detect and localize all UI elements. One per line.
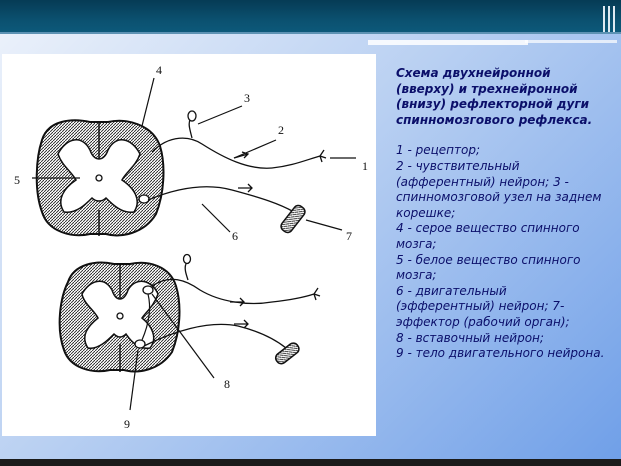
reflex-arc-svg (2, 54, 376, 436)
label-9: 9 (124, 417, 130, 431)
label-4: 4 (156, 63, 162, 77)
effector-bottom (274, 341, 301, 366)
caption-text (396, 66, 606, 362)
legend-item-4: 5 - белое вещество спинного мозга; (396, 252, 581, 283)
legend-item-2: 2 - чувствительный (афферентный) нейрон; 3 - спинномозговой узел на заднем корешке; (396, 158, 602, 220)
central-canal-bottom (117, 313, 123, 319)
spinal-cord-bottom (60, 263, 180, 372)
label-7: 7 (346, 229, 352, 243)
label-5: 5 (14, 173, 20, 187)
legend-item-7: 9 - тело двигательного нейрона. (396, 346, 605, 361)
legend-item-5: 6 - двигательный (эфферентный) нейрон; 7- эффектор (рабочий орган); (396, 283, 570, 329)
interneuron-body-bottom (143, 286, 153, 294)
motor-neuron-body-bottom (135, 340, 145, 348)
neurons-top (148, 111, 326, 212)
motor-neuron-body-top (139, 195, 149, 203)
footer-bar (0, 459, 621, 466)
accent-line-secondary (525, 40, 617, 43)
legend-item-6: 8 - вставочный нейрон; (396, 330, 544, 345)
header-stripes (603, 6, 617, 34)
label-8: 8 (224, 377, 230, 391)
label-2: 2 (278, 123, 284, 137)
reflex-arc-diagram (2, 54, 376, 436)
accent-line (368, 40, 528, 45)
slide-title: Схема двухнейронной (вверху) и трехнейронной (внизу) рефлекторной дуги спинномозгового рефлекса. (396, 66, 593, 127)
label-3: 3 (244, 91, 250, 105)
label-6: 6 (232, 229, 238, 243)
label-1: 1 (362, 159, 368, 173)
header-bar (0, 0, 621, 34)
legend-item-3: 4 - серое вещество спинного мозга; (396, 221, 580, 251)
legend-item-1: 1 - рецептор; (396, 143, 480, 158)
effector-top (279, 203, 307, 234)
central-canal-top (96, 175, 102, 181)
